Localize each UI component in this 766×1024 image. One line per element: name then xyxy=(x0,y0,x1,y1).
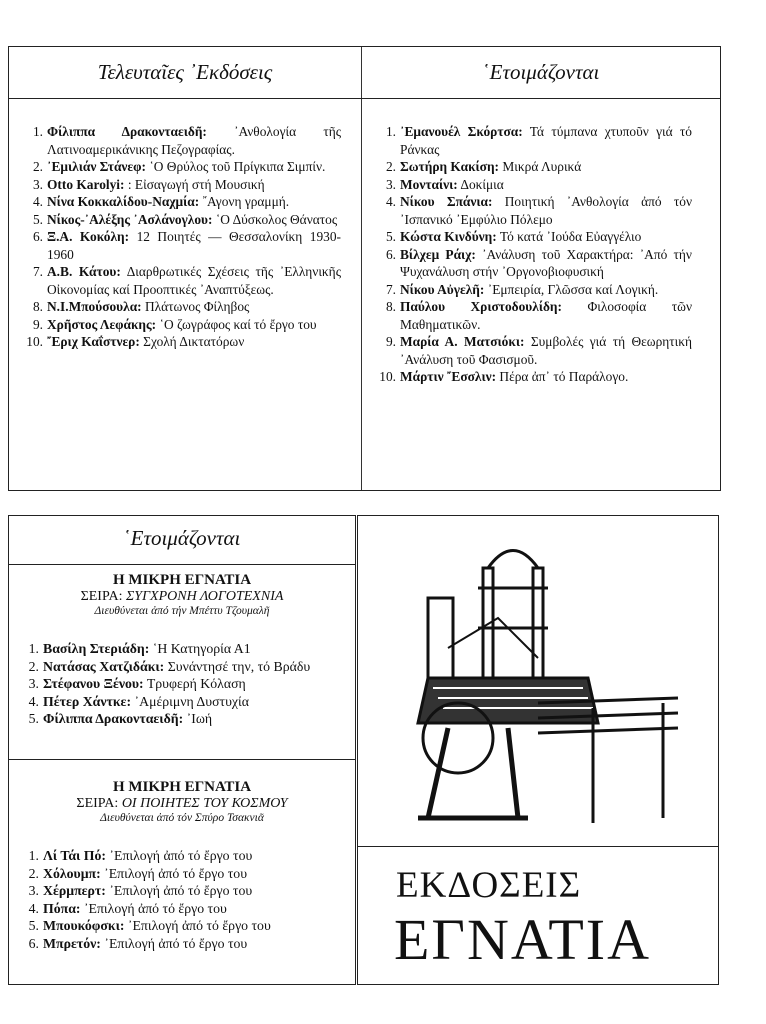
list-item xyxy=(19,675,339,693)
item-title: ᾿Ανάλυση τοῦ Χαρακτήρα: ᾿Από τήν Ψυχανάλυση στήν ᾿Οργονοβιοφυσική xyxy=(400,246,692,279)
list-item xyxy=(376,176,692,194)
series-heading: ῾Ετοιμάζονται xyxy=(123,526,241,550)
item-title: ῾Ο Δύσκολος Θάνατος xyxy=(215,211,338,227)
publisher-panel xyxy=(357,515,719,985)
item-title: ᾿Επιλογή ἀπό τό ἔργο του xyxy=(104,935,248,951)
item-title: ᾿Επιλογή ἀπό τό ἔργο του xyxy=(104,865,248,881)
item-number: 5. xyxy=(32,211,43,227)
item-title: Τό κατά ᾿Ιούδα Εὐαγγέλιο xyxy=(499,229,642,244)
series-label: ΣΕΙΡΑ: xyxy=(76,796,119,811)
item-number: 1. xyxy=(385,124,396,139)
item-author: ᾿Εμιλιάν Στάνεφ: xyxy=(47,159,146,174)
publisher-logo-line2: ΕΓΝΑΤΙΑ xyxy=(394,907,651,972)
item-author: ῎Εριχ Καΐστνερ: xyxy=(47,334,140,349)
list-item xyxy=(376,333,692,368)
item-title: Διαρθρωτικές Σχέσεις τῆς ᾿Ελληνικῆς Οἰκονομίας καί Προοπτικές ᾿Αναπτύξεως. xyxy=(47,264,341,297)
list-item xyxy=(19,865,349,883)
list-item xyxy=(23,316,341,334)
item-title: Πλάτωνος Φίληβος xyxy=(145,299,250,314)
list-item xyxy=(23,123,341,158)
item-title: Τά τύμπανα χτυποῦν γιά τό Ράνκας xyxy=(400,124,692,157)
list-item xyxy=(376,246,692,281)
item-number: 2. xyxy=(32,159,43,174)
series-panel xyxy=(8,515,356,985)
item-title: Ποιητική ᾿Ανθολογία ἀπό τόν ᾿Ισπανικό ᾿Εμφύλιο Πόλεμο xyxy=(400,194,692,227)
list-item xyxy=(23,211,341,229)
upcoming-list xyxy=(376,123,692,386)
publisher-logo-line1: ΕΚΔΟΣΕΙΣ xyxy=(396,865,582,906)
divider xyxy=(358,846,718,847)
item-number: 7. xyxy=(32,264,43,279)
list-item xyxy=(23,158,341,176)
list-item xyxy=(376,123,692,158)
item-number: 6. xyxy=(32,229,43,244)
list-item xyxy=(376,228,692,246)
item-number: 4. xyxy=(32,194,43,209)
item-author: Φίλιππα Δρακονταειδῆ: xyxy=(43,711,184,726)
series2-list xyxy=(19,847,349,952)
item-number: 3. xyxy=(28,676,39,691)
list-item xyxy=(19,882,349,900)
item-title: Δοκίμια xyxy=(460,176,504,192)
item-number: 10. xyxy=(26,334,43,349)
item-author: Νίκου Αὐγελῆ: xyxy=(400,281,485,297)
item-number: 2. xyxy=(28,865,39,881)
item-author: Βίλχεμ Ράιχ: xyxy=(400,246,476,262)
item-number: 1. xyxy=(28,848,39,863)
item-author: Νίνα Κοκκαλίδου-Ναχμία: xyxy=(47,194,200,209)
item-title: Μικρά Λυρικά xyxy=(502,159,582,174)
list-item xyxy=(376,298,692,333)
item-number: 1. xyxy=(32,124,43,139)
divider xyxy=(9,564,355,565)
item-number: 1. xyxy=(28,641,39,656)
item-title: : Εἰσαγωγή στή Μουσική xyxy=(127,176,265,192)
item-author: Νίκου Σπάνια: xyxy=(400,194,493,209)
item-author: Χρῆστος Λεφάκης: xyxy=(47,316,157,332)
item-title: ᾿Επιλογή ἀπό τό ἔργο του xyxy=(83,900,227,916)
item-author: Χέρμπερτ: xyxy=(43,883,106,898)
list-item xyxy=(376,368,692,386)
list-item xyxy=(19,693,339,711)
item-author: Otto Karolyi: xyxy=(47,176,125,192)
item-number: 6. xyxy=(28,935,39,951)
item-author: Νατάσας Χατζιδάκι: xyxy=(43,658,165,674)
item-title: ᾿Επιλογή ἀπό τό ἔργο του xyxy=(109,883,253,898)
item-number: 5. xyxy=(28,918,39,933)
recent-editions-list xyxy=(23,123,341,351)
item-title: Τρυφερή Κόλαση xyxy=(146,676,246,691)
item-number: 3. xyxy=(28,883,39,898)
upcoming-heading: ῾Ετοιμάζονται xyxy=(482,60,600,84)
item-title: ῎Αγονη γραμμή. xyxy=(202,194,290,209)
item-number: 7. xyxy=(385,281,396,297)
item-author: Πέτερ Χάντκε: xyxy=(43,693,132,709)
item-number: 5. xyxy=(28,711,39,726)
item-number: 3. xyxy=(385,176,396,192)
series-editor: Διευθύνεται ἀπό τήν Μπέττυ Τζουμαλῆ xyxy=(94,605,270,617)
item-number: 9. xyxy=(32,316,43,332)
item-title: ᾿Αμέριμνη Δυστυχία xyxy=(134,693,249,709)
list-item xyxy=(23,228,341,263)
divider xyxy=(9,759,355,760)
item-author: Ν.Ι.Μπούσουλα: xyxy=(47,299,142,314)
header-divider xyxy=(9,98,720,99)
printing-press-illustration xyxy=(388,528,688,828)
series1-list xyxy=(19,640,339,728)
series-name: ΟΙ ΠΟΙΗΤΕΣ ΤΟΥ ΚΟΣΜΟΥ xyxy=(121,796,288,811)
list-item xyxy=(23,333,341,351)
item-number: 10. xyxy=(379,369,396,384)
series-label: ΣΕΙΡΑ: xyxy=(80,589,123,604)
recent-editions-heading: Τελευταῖες ᾿Εκδόσεις xyxy=(97,60,273,84)
item-author: Μάρτιν ῎Εσσλιν: xyxy=(400,369,497,384)
list-item xyxy=(23,176,341,194)
item-author: Μπρετόν: xyxy=(43,935,101,951)
item-title: Πέρα ἀπ᾿ τό Παράλογο. xyxy=(499,369,629,384)
item-number: 4. xyxy=(28,900,39,916)
item-number: 8. xyxy=(385,299,396,314)
item-author: Μπουκόφσκι: xyxy=(43,918,125,933)
item-number: 2. xyxy=(28,658,39,674)
item-title: 12 Ποιητές — Θεσσαλονίκη 1930-1960 xyxy=(47,229,341,262)
item-title: ῾Ο ζωγράφος καί τό ἔργο του xyxy=(159,316,317,332)
series-title: Η ΜΙΚΡΗ ΕΓΝΑΤΙΑ xyxy=(112,572,252,588)
item-author: ᾿Εμανουέλ Σκόρτσα: xyxy=(400,124,523,139)
item-number: 8. xyxy=(32,299,43,314)
list-item xyxy=(19,658,339,676)
list-item xyxy=(376,281,692,299)
item-title: Συνάντησέ την, τό Βράδυ xyxy=(167,658,311,674)
item-title: Φιλοσοφία τῶν Μαθηματικῶν. xyxy=(400,299,692,332)
column-divider xyxy=(361,47,362,490)
item-author: Α.Β. Κάτου: xyxy=(47,264,121,279)
item-author: Κώστα Κινδύνη: xyxy=(400,229,497,244)
item-number: 4. xyxy=(385,194,396,209)
item-title: ῾Η Κατηγορία Α1 xyxy=(152,641,251,656)
series-editor: Διευθύνεται ἀπό τόν Σπύρο Τσακνιᾶ xyxy=(100,812,264,824)
item-number: 2. xyxy=(385,159,396,174)
item-author: Παύλου Χριστοδουλίδη: xyxy=(400,299,562,314)
item-author: Ξ.Α. Κοκόλη: xyxy=(47,229,130,244)
list-item xyxy=(19,917,349,935)
item-title: ᾿Επιλογή ἀπό τό ἔργο του xyxy=(109,848,253,863)
item-author: Σωτήρη Κακίση: xyxy=(400,159,500,174)
item-author: Βασίλη Στεριάδη: xyxy=(43,641,150,656)
list-item xyxy=(19,935,349,953)
item-number: 6. xyxy=(385,246,396,262)
list-item xyxy=(19,900,349,918)
item-title: ᾿Επιλογή ἀπό τό ἔργο του xyxy=(127,918,271,933)
item-number: 4. xyxy=(28,693,39,709)
item-number: 3. xyxy=(32,176,43,192)
list-item xyxy=(23,298,341,316)
series-title: Η ΜΙΚΡΗ ΕΓΝΑΤΙΑ xyxy=(112,779,252,795)
top-panel xyxy=(8,46,721,491)
item-author: Στέφανου Ξένου: xyxy=(43,676,144,691)
item-title: ᾿Εμπειρία, Γλῶσσα καί Λογική. xyxy=(487,281,659,297)
item-author: Λί Τάι Πό: xyxy=(43,848,106,863)
list-item xyxy=(19,710,339,728)
list-item xyxy=(19,847,349,865)
item-author: Μαρία Α. Ματσιόκι: xyxy=(400,334,525,349)
series-name: ΣΥΓΧΡΟΝΗ ΛΟΓΟΤΕΧΝΙΑ xyxy=(125,589,284,604)
item-author: Φίλιππα Δρακονταειδῆ: xyxy=(47,124,207,139)
item-author: Χόλουμπ: xyxy=(43,865,101,881)
item-title: Συμβολές γιά τή Θεωρητική ᾿Ανάλυση τοῦ Φασισμοῦ. xyxy=(400,334,692,367)
list-item xyxy=(19,640,339,658)
item-author: Νίκος-᾿Αλέξης ᾿Ασλάνογλου: xyxy=(47,211,213,227)
item-author: Πόπα: xyxy=(43,900,81,916)
item-title: ᾿Ιωή xyxy=(186,711,213,726)
item-author: Μονταίνι: xyxy=(400,176,458,192)
item-title: ᾿Ανθολογία τῆς Λατινοαμερικάνικης Πεζογραφίας. xyxy=(47,124,341,157)
list-item xyxy=(376,158,692,176)
item-title: ῾Ο Θρύλος τοῦ Πρίγκιπα Σιμπίν. xyxy=(149,159,326,174)
item-title: Σχολή Δικτατόρων xyxy=(143,334,245,349)
item-number: 9. xyxy=(385,334,396,349)
list-item xyxy=(23,193,341,211)
list-item xyxy=(23,263,341,298)
item-number: 5. xyxy=(385,229,396,244)
list-item xyxy=(376,193,692,228)
